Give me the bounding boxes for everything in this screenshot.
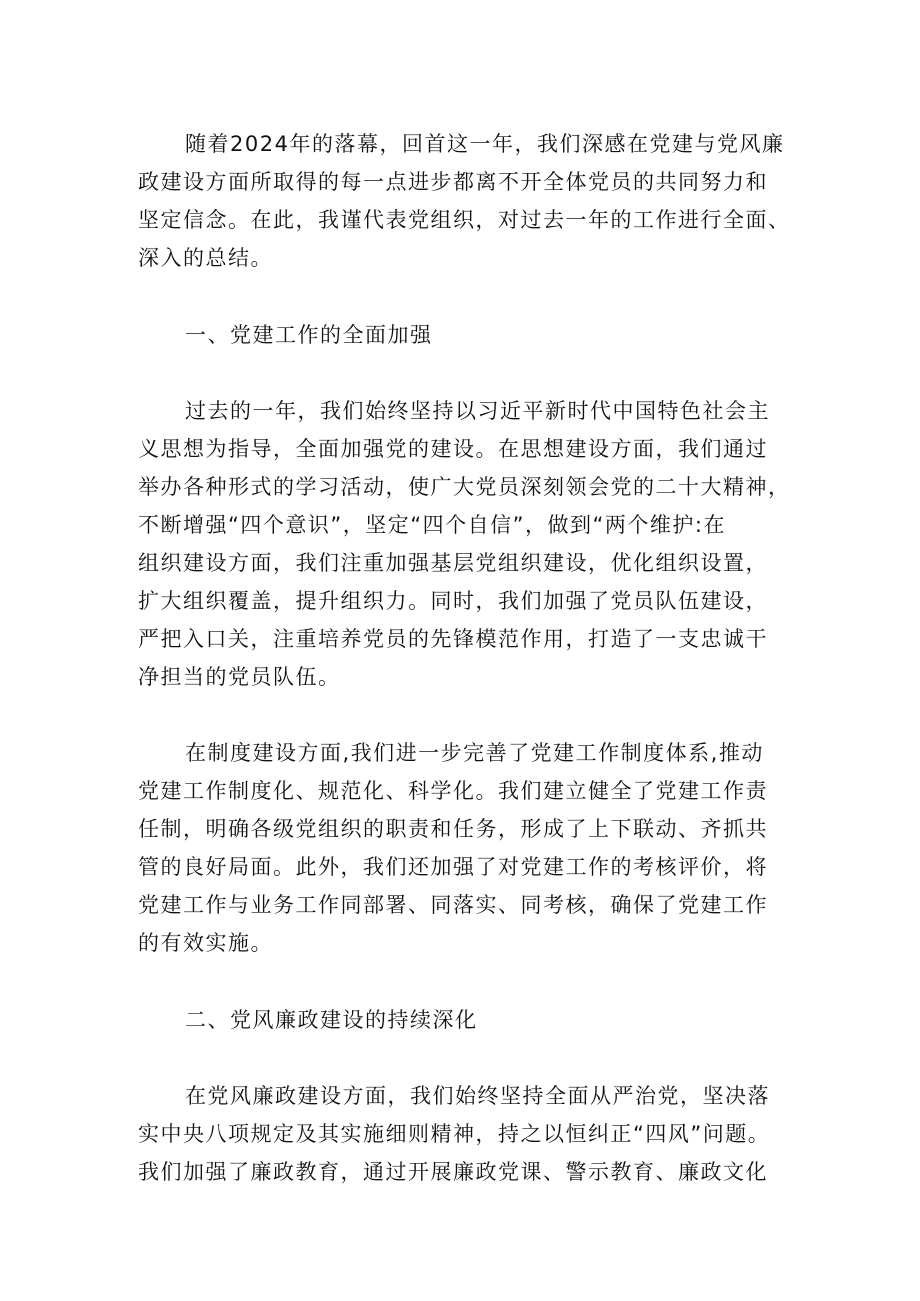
section1-paragraph-line: 举办各种形式的学习活动，使广大党员深刻领会党的二十大精神， xyxy=(138,475,791,499)
section1-paragraph-line: 过去的一年，我们始终坚持以习近平新时代中国特色社会主 xyxy=(185,399,770,423)
section1-paragraph-line: 不断增强“四个意识”，坚定“四个自信”，做到“两个维护:在 xyxy=(138,513,726,537)
section-heading-2: 二、党风廉政建设的持续深化 xyxy=(185,1008,478,1032)
section1-paragraph2-line: 任制，明确各级党组织的职责和任务，形成了上下联动、齐抓共 xyxy=(138,817,768,841)
section1-paragraph-line: 严把入口关，注重培养党员的先锋模范作用，打造了一支忠诚干 xyxy=(138,627,768,651)
section1-paragraph2-line: 在制度建设方面,我们进一步完善了党建工作制度体系,推动 xyxy=(185,741,764,765)
section1-paragraph-line: 扩大组织覆盖，提升组织力。同时，我们加强了党员队伍建设， xyxy=(138,589,768,613)
intro-paragraph-line: 随着2024年的落幕，回首这一年，我们深感在党建与党风廉 xyxy=(185,132,785,156)
intro-paragraph-line: 政建设方面所取得的每一点进步都离不开全体党员的共同努力和 xyxy=(138,170,768,194)
section1-paragraph2-line: 党建工作制度化、规范化、科学化。我们建立健全了党建工作责 xyxy=(138,779,768,803)
intro-paragraph-line: 深入的总结。 xyxy=(138,246,273,270)
section1-paragraph2-line: 党建工作与业务工作同部署、同落实、同考核，确保了党建工作 xyxy=(138,893,768,917)
section1-paragraph-line: 义思想为指导，全面加强党的建设。在思想建设方面，我们通过 xyxy=(138,437,768,461)
section-heading-1: 一、党建工作的全面加强 xyxy=(185,323,433,347)
section2-paragraph-line: 实中央八项规定及其实施细则精神，持之以恒纠正“四风”问题。 xyxy=(138,1122,771,1146)
section1-paragraph-line: 组织建设方面，我们注重加强基层党组织建设，优化组织设置， xyxy=(138,551,768,575)
section1-paragraph2-line: 的有效实施。 xyxy=(138,931,273,955)
section2-paragraph-line: 我们加强了廉政教育，通过开展廉政党课、警示教育、廉政文化 xyxy=(138,1160,768,1184)
section1-paragraph-line: 净担当的党员队伍。 xyxy=(138,665,341,689)
intro-paragraph-line: 坚定信念。在此，我谨代表党组织，对过去一年的工作进行全面、 xyxy=(138,208,791,232)
section1-paragraph2-line: 管的良好局面。此外，我们还加强了对党建工作的考核评价，将 xyxy=(138,855,768,879)
section2-paragraph-line: 在党风廉政建设方面，我们始终坚持全面从严治党，坚决落 xyxy=(185,1084,770,1108)
